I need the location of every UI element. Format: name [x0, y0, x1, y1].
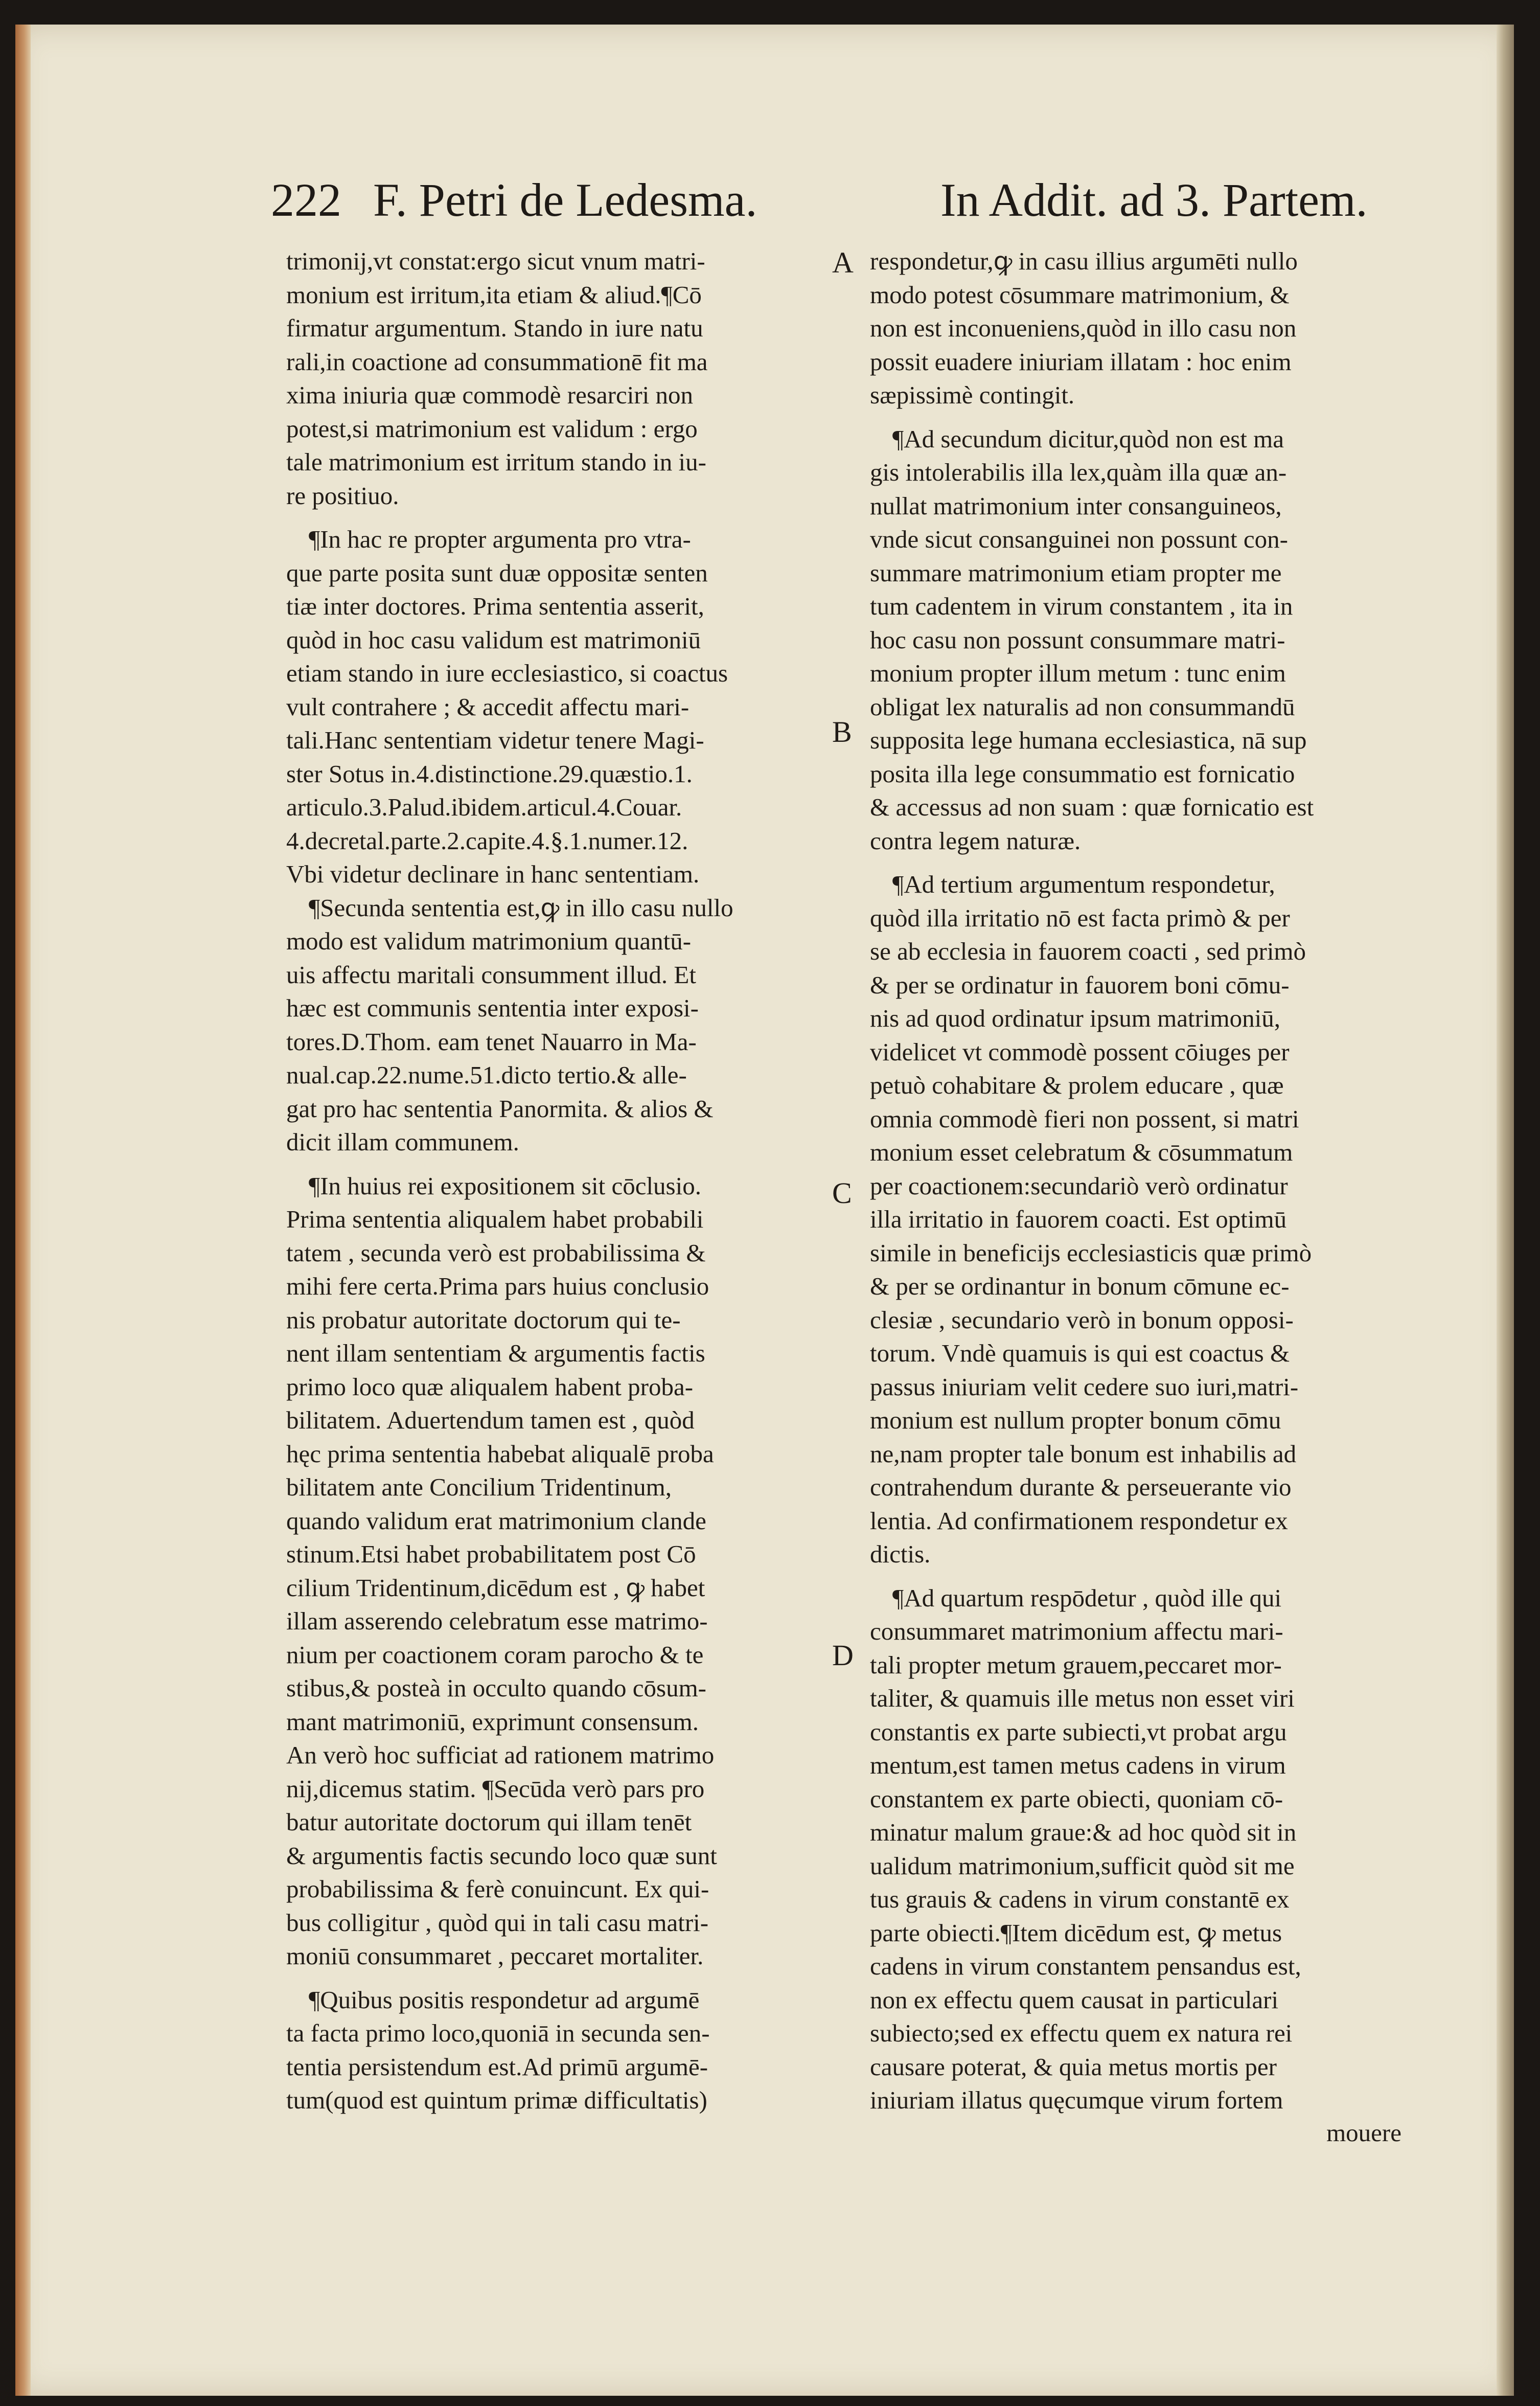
text-line: nium per coactionem coram parocho & te [286, 1640, 704, 1669]
text-line: monium propter illum metum : tunc enim [870, 659, 1286, 687]
text-line: constantem ex parte obiecti, quoniam cō- [870, 1784, 1283, 1813]
text-line: gat pro hac sententia Panormita. & alios & [286, 1094, 714, 1123]
text-line: bilitatem ante Concilium Tridentinum, [286, 1473, 672, 1501]
text-line: supposita lege humana ecclesiastica, nā sup [870, 726, 1307, 754]
text-line: taliter, & quamuis ille metus non esset viri [870, 1684, 1295, 1712]
margin-marker-a: A [832, 246, 854, 279]
text-line: contrahendum durante & perseuerante vio [870, 1473, 1292, 1501]
text-line: hæc est communis sententia inter exposi- [286, 994, 699, 1022]
catchword: mouere [1326, 2119, 1401, 2147]
text-line: tentia persistendum est.Ad primū argumē- [286, 2052, 708, 2081]
text-line: videlicet vt commodè possent cōiuges per [870, 1037, 1290, 1066]
text-line: & per se ordinantur in bonum cōmune ec- [870, 1272, 1290, 1300]
text-line: bus colligitur , quòd qui in tali casu matri- [286, 1908, 709, 1937]
left-column [286, 244, 828, 2117]
text-line: tali.Hanc sententiam videtur tenere Magi- [286, 726, 704, 754]
text-line: ¶Quibus positis respondetur ad argumē [309, 1985, 700, 2014]
text-line: probabilissima & ferè conuincunt. Ex qui- [286, 1875, 709, 1903]
text-line: tali propter metum grauem,peccaret mor- [870, 1650, 1282, 1679]
text-line: lentia. Ad confirmationem respondetur ex [870, 1506, 1288, 1535]
text-line: ¶Ad quartum respōdetur , quòd ille qui [892, 1583, 1282, 1612]
text-line: ¶Secunda sententia est,ꝙ in illo casu nullo [309, 893, 733, 922]
text-line: mihi fere certa.Prima pars huius conclusio [286, 1272, 709, 1300]
text-line: summare matrimonium etiam propter me [870, 558, 1282, 587]
text-line: modo potest cōsummare matrimonium, & [870, 280, 1290, 309]
text-line: stibus,& posteà in occulto quando cōsum- [286, 1674, 706, 1702]
text-line: vnde sicut consanguinei non possunt con- [870, 525, 1288, 553]
text-line: potest,si matrimonium est validum : ergo [286, 414, 698, 443]
paragraph-gap [870, 857, 1401, 868]
text-line: tiæ inter doctores. Prima sententia asserit, [286, 592, 704, 620]
text-line: tum cadentem in virum constantem , ita in [870, 592, 1293, 620]
running-head-left: F. Petri de Ledesma. [373, 174, 757, 226]
text-line: quòd illa irritatio nō est facta primò & per [870, 903, 1290, 932]
text-line: illa irritatio in fauorem coacti. Est optimū [870, 1205, 1287, 1233]
text-line: etiam stando in iure ecclesiastico, si coactus [286, 659, 728, 687]
book-page [15, 25, 1514, 2396]
text-line: uis affectu maritali consumment illud. Et [286, 960, 696, 989]
text-line: tus grauis & cadens in virum constantē ex [870, 1885, 1290, 1913]
text-line: simile in beneficijs ecclesiasticis quæ primò [870, 1238, 1312, 1267]
text-line: per coactionem:secundariò verò ordinatur [870, 1171, 1288, 1200]
text-line: se ab ecclesia in fauorem coacti , sed primò [870, 937, 1306, 965]
text-line: vult contrahere ; & accedit affectu mari- [286, 692, 689, 721]
text-line: petuò cohabitare & prolem educare , quæ [870, 1071, 1284, 1099]
text-line: nual.cap.22.nume.51.dicto tertio.& alle- [286, 1061, 687, 1089]
text-line: An verò hoc sufficiat ad rationem matrimo [286, 1741, 715, 1769]
text-line: tatem , secunda verò est probabilissima & [286, 1238, 706, 1267]
paragraph-gap [870, 412, 1401, 422]
text-line: quòd in hoc casu validum est matrimoniū [286, 625, 701, 654]
text-line: omnia commodè fieri non possent, si matri [870, 1104, 1299, 1133]
text-line: ualidum matrimonium,sufficit quòd sit me [870, 1851, 1295, 1880]
text-line: monium esset celebratum & cōsummatum [870, 1138, 1293, 1166]
text-line: nis ad quod ordinatur ipsum matrimoniū, [870, 1004, 1280, 1032]
text-line: non ex effectu quem causat in particulari [870, 1985, 1279, 2014]
text-line: hoc casu non possunt consummare matri- [870, 625, 1285, 654]
text-line: nij,dicemus statim. ¶Secūda verò pars pro [286, 1774, 705, 1803]
text-line: quando validum erat matrimonium clande [286, 1506, 706, 1535]
paragraph-gap [870, 1571, 1401, 1581]
text-line: dicit illam communem. [286, 1128, 519, 1156]
text-line: ne,nam propter tale bonum est inhabilis ad [870, 1439, 1297, 1468]
text-line: clesiæ , secundario verò in bonum opposi- [870, 1305, 1294, 1334]
text-line: tores.D.Thom. eam tenet Nauarro in Ma- [286, 1027, 697, 1056]
margin-marker-c: C [832, 1176, 852, 1210]
text-line: stinum.Etsi habet probabilitatem post Cō [286, 1540, 696, 1568]
paragraph-gap [286, 1159, 828, 1169]
text-line: que parte posita sunt duæ oppositæ senten [286, 558, 708, 587]
text-line: illam asserendo celebratum esse matrimo- [286, 1607, 708, 1635]
text-line: ster Sotus in.4.distinctione.29.quæstio.1. [286, 759, 693, 788]
running-head [15, 173, 1514, 244]
folio-number: 222 [271, 174, 341, 226]
running-head-right: In Addit. ad 3. Partem. [940, 174, 1368, 226]
text-line: ¶In huius rei expositionem sit cōclusio. [309, 1171, 701, 1200]
text-line: ¶Ad secundum dicitur,quòd non est ma [892, 424, 1284, 453]
text-line: tale matrimonium est irritum stando in iu- [286, 448, 706, 476]
text-line: subiecto;sed ex effectu quem ex natura rei [870, 2019, 1293, 2047]
text-line: bilitatem. Aduertendum tamen est , quòd [286, 1406, 695, 1434]
paragraph-gap [286, 512, 828, 523]
text-line: gis intolerabilis illa lex,quàm illa quæ an- [870, 458, 1287, 486]
margin-marker-b: B [832, 715, 852, 748]
text-line: parte obiecti.¶Item dicēdum est, ꝙ metus [870, 1918, 1282, 1947]
text-line: minatur malum graue:& ad hoc quòd sit in [870, 1818, 1297, 1846]
text-line: iniuriam illatus quęcumque virum fortem [870, 2086, 1283, 2114]
text-line: modo est validum matrimonium quantū- [286, 927, 692, 955]
text-line: nis probatur autoritate doctorum qui te- [286, 1305, 681, 1334]
text-line: trimonij,vt constat:ergo sicut vnum matri- [286, 247, 705, 275]
text-line: contra legem naturæ. [870, 826, 1081, 855]
text-line: firmatur argumentum. Stando in iure natu [286, 314, 703, 342]
text-line: torum. Vndè quamuis is qui est coactus & [870, 1339, 1290, 1367]
text-line: & per se ordinatur in fauorem boni cōmu- [870, 970, 1290, 999]
text-line: ta facta primo loco,quoniā in secunda sen- [286, 2019, 710, 2047]
text-line: mant matrimoniū, exprimunt consensum. [286, 1707, 699, 1736]
page-edge-left [15, 25, 31, 2396]
text-line: 4.decretal.parte.2.capite.4.§.1.numer.12. [286, 826, 688, 855]
text-line: hęc prima sententia habebat aliqualē proba [286, 1439, 714, 1468]
text-line: monium est nullum propter bonum cōmu [870, 1406, 1281, 1434]
text-line: Vbi videtur declinare in hanc sententiam. [286, 860, 700, 888]
text-line: possit euadere iniuriam illatam : hoc enim [870, 347, 1292, 376]
text-line: & accessus ad non suam : quæ fornicatio est [870, 793, 1314, 821]
text-line: xima iniuria quæ commodè resarciri non [286, 381, 694, 409]
text-line: cilium Tridentinum,dicēdum est , ꝙ habet [286, 1573, 705, 1602]
text-line: respondetur,ꝙ in casu illius argumēti nullo [870, 247, 1298, 275]
text-line: obligat lex naturalis ad non consummandū [870, 692, 1295, 721]
text-line: batur autoritate doctorum qui illam tenēt [286, 1808, 692, 1836]
text-line: non est inconueniens,quòd in illo casu non [870, 314, 1297, 342]
right-column [870, 244, 1401, 2117]
text-line: consummaret matrimonium affectu mari- [870, 1617, 1283, 1645]
margin-marker-d: D [832, 1639, 854, 1672]
text-line: causare poterat, & quia metus mortis per [870, 2052, 1277, 2081]
text-line: passus iniuriam velit cedere suo iuri,matri- [870, 1372, 1299, 1401]
text-line: cadens in virum constantem pensandus est, [870, 1952, 1301, 1980]
paragraph-gap [286, 1973, 828, 1983]
text-line: constantis ex parte subiecti,vt probat argu [870, 1717, 1287, 1746]
text-line: rali,in coactione ad consummationē fit ma [286, 347, 708, 376]
text-line: articulo.3.Palud.ibidem.articul.4.Couar. [286, 793, 682, 821]
text-line: mentum,est tamen metus cadens in virum [870, 1751, 1286, 1779]
text-line: tum(quod est quintum primæ difficultatis) [286, 2086, 707, 2114]
page-edge-right [1497, 25, 1514, 2396]
text-line: primo loco quæ aliqualem habent proba- [286, 1372, 694, 1401]
text-line: nent illam sententiam & argumentis factis [286, 1339, 705, 1367]
text-line: nullat matrimonium inter consanguineos, [870, 491, 1282, 520]
text-line: sæpissimè contingit. [870, 381, 1075, 409]
text-line: & argumentis factis secundo loco quæ sunt [286, 1841, 717, 1870]
text-line: moniū consummaret , peccaret mortaliter. [286, 1942, 704, 1970]
text-line: re positiuo. [286, 481, 399, 510]
text-line: monium est irritum,ita etiam & aliud.¶Cō [286, 280, 702, 309]
text-line: Prima sententia aliqualem habet probabili [286, 1205, 704, 1233]
text-line: ¶Ad tertium argumentum respondetur, [892, 870, 1275, 898]
text-line: dictis. [870, 1540, 931, 1568]
text-line: ¶In hac re propter argumenta pro vtra- [309, 525, 691, 553]
text-line: posita illa lege consummatio est fornicatio [870, 759, 1295, 788]
